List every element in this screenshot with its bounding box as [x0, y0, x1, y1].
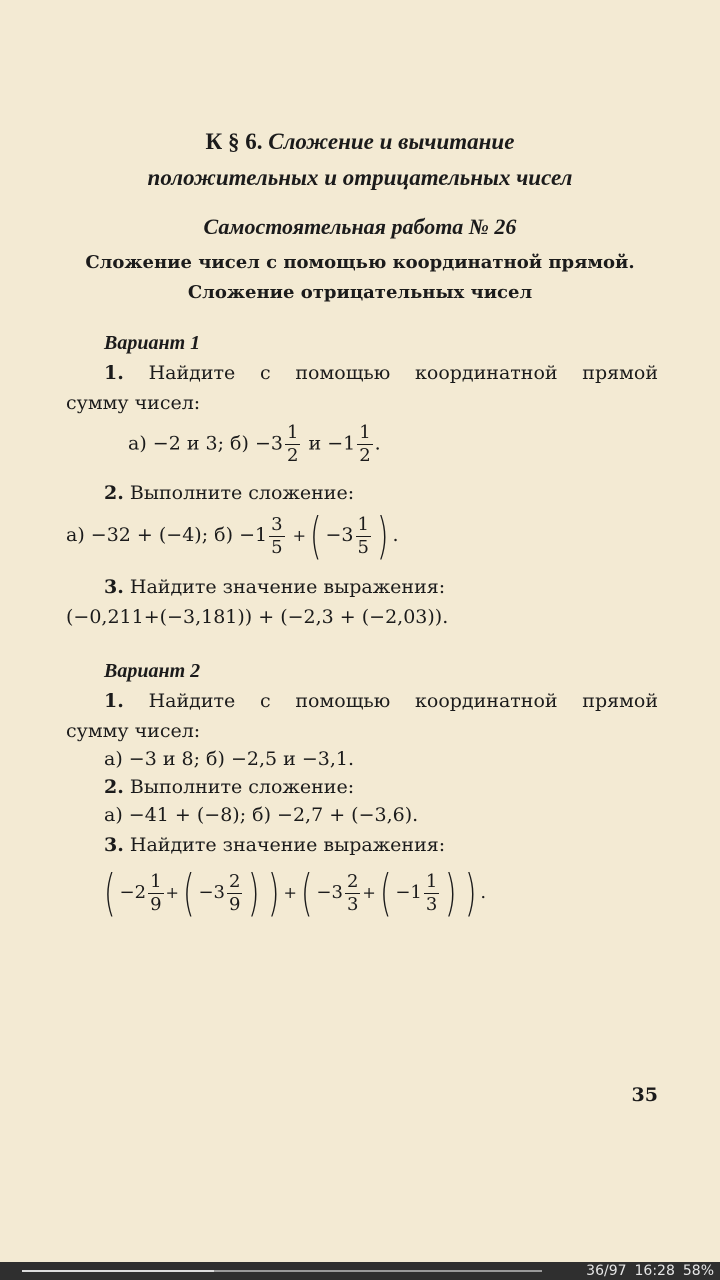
numerator: 1 [286, 422, 299, 443]
plus-sign: + [165, 883, 179, 902]
battery-level: 58% [682, 1263, 714, 1279]
reader-status-bar [0, 1262, 720, 1280]
denominator: 3 [346, 893, 359, 915]
reading-progress-bar[interactable] [22, 1270, 542, 1272]
chapter-title-line2: положительных и отрицательных чисел [147, 165, 573, 190]
denominator: 5 [271, 536, 283, 558]
close-paren: ) [267, 864, 280, 922]
close-paren: ) [248, 864, 261, 922]
variant2-task1-cont: сумму чисел: [66, 720, 201, 742]
task-text: Выполните сложение: [129, 482, 355, 504]
task-text: Найдите с помощью координатной прямой [148, 690, 658, 712]
plus-sign: + [362, 883, 376, 902]
variant1-task1 [104, 358, 658, 388]
variant1-task2-answers [66, 507, 658, 565]
numerator: 3 [271, 513, 283, 535]
numerator: 1 [150, 870, 162, 892]
status-info [578, 1262, 714, 1280]
variant2-task3 [104, 830, 658, 860]
numerator: 1 [359, 422, 371, 443]
work-subtitle-line2: Сложение отрицательных чисел [187, 282, 533, 303]
close-paren: ) [376, 507, 389, 565]
denominator: 2 [359, 445, 371, 466]
task1-part-a: а) −2 и 3; б) [128, 432, 249, 455]
page-number: 35 [631, 1084, 658, 1106]
denominator: 2 [286, 445, 299, 466]
fraction [356, 514, 371, 559]
denominator: 9 [150, 893, 162, 915]
chapter-title [0, 124, 720, 196]
chapter-prefix: К § 6. [205, 129, 263, 154]
open-paren: ( [182, 864, 195, 922]
mixed-whole: −1 [239, 524, 268, 546]
work-subtitle-line1: Сложение чисел с помощью координатной прямой. [85, 252, 635, 273]
page-counter: 36/97 [586, 1263, 627, 1279]
variant2-task1 [104, 686, 658, 716]
task-number: 1. [104, 690, 124, 712]
variant1-task2 [104, 478, 658, 508]
task-number: 3. [104, 834, 124, 856]
close-paren: ) [445, 864, 457, 922]
variant1-task3 [104, 572, 658, 602]
numerator: 1 [357, 513, 369, 535]
fraction [285, 422, 300, 467]
period: . [480, 882, 487, 903]
fraction [424, 871, 439, 916]
conjunction: и [308, 432, 322, 455]
mixed-whole: −3 [198, 882, 225, 903]
open-paren: ( [309, 507, 322, 565]
denominator: 5 [357, 536, 369, 558]
mixed-whole: −1 [327, 432, 356, 455]
period: . [374, 432, 381, 455]
variant2-task1-answers: а) −3 и 8; б) −2,5 и −3,1. [104, 748, 355, 770]
task-number: 1. [104, 362, 124, 384]
variant2-title: Вариант 2 [104, 660, 201, 682]
variant1-title: Вариант 1 [104, 332, 201, 354]
denominator: 9 [228, 893, 241, 915]
open-paren: ( [300, 864, 313, 922]
task-number: 2. [104, 482, 124, 504]
task-number: 2. [104, 776, 124, 798]
numerator: 2 [228, 870, 241, 892]
fraction [227, 871, 242, 916]
close-paren: ) [464, 864, 477, 922]
work-subtitle [0, 248, 720, 308]
denominator: 3 [425, 893, 438, 915]
variant1-task3-expression: (−0,211+(−3,181)) + (−2,3 + (−2,03)). [66, 606, 449, 628]
mixed-whole: −3 [316, 882, 343, 903]
reading-progress-fill [22, 1270, 214, 1272]
variant1-task1-cont: сумму чисел: [66, 392, 201, 414]
period: . [392, 524, 399, 546]
numerator: 2 [346, 870, 359, 892]
variant2-task2-answers: а) −41 + (−8); б) −2,7 + (−3,6). [104, 804, 419, 826]
chapter-title-line1: Сложение и вычитание [268, 129, 515, 154]
task-number: 3. [104, 576, 124, 598]
variant1-task1-answers [128, 422, 648, 467]
variant2-task3-expression [100, 862, 692, 924]
open-paren: ( [103, 864, 116, 922]
mixed-whole: −3 [254, 432, 283, 455]
fraction [357, 422, 372, 467]
work-title: Самостоятельная работа № 26 [203, 214, 517, 239]
task-text: Найдите значение выражения: [129, 834, 446, 856]
variant2-task2 [104, 772, 658, 802]
fraction [269, 514, 284, 559]
fraction [345, 871, 360, 916]
mixed-whole: −2 [119, 882, 147, 903]
mixed-whole: −1 [395, 882, 422, 903]
task-text: Выполните сложение: [129, 776, 355, 798]
task-text: Найдите значение выражения: [129, 576, 446, 598]
plus-sign: + [283, 883, 297, 902]
clock: 16:28 [634, 1263, 675, 1279]
plus-sign: + [292, 526, 306, 545]
task-text: Найдите с помощью координатной прямой [148, 362, 658, 384]
numerator: 1 [425, 870, 438, 892]
mixed-whole: −3 [325, 524, 354, 546]
task2-part-a: а) −32 + (−4); б) [66, 524, 234, 546]
open-paren: ( [379, 864, 392, 922]
fraction [148, 871, 163, 916]
